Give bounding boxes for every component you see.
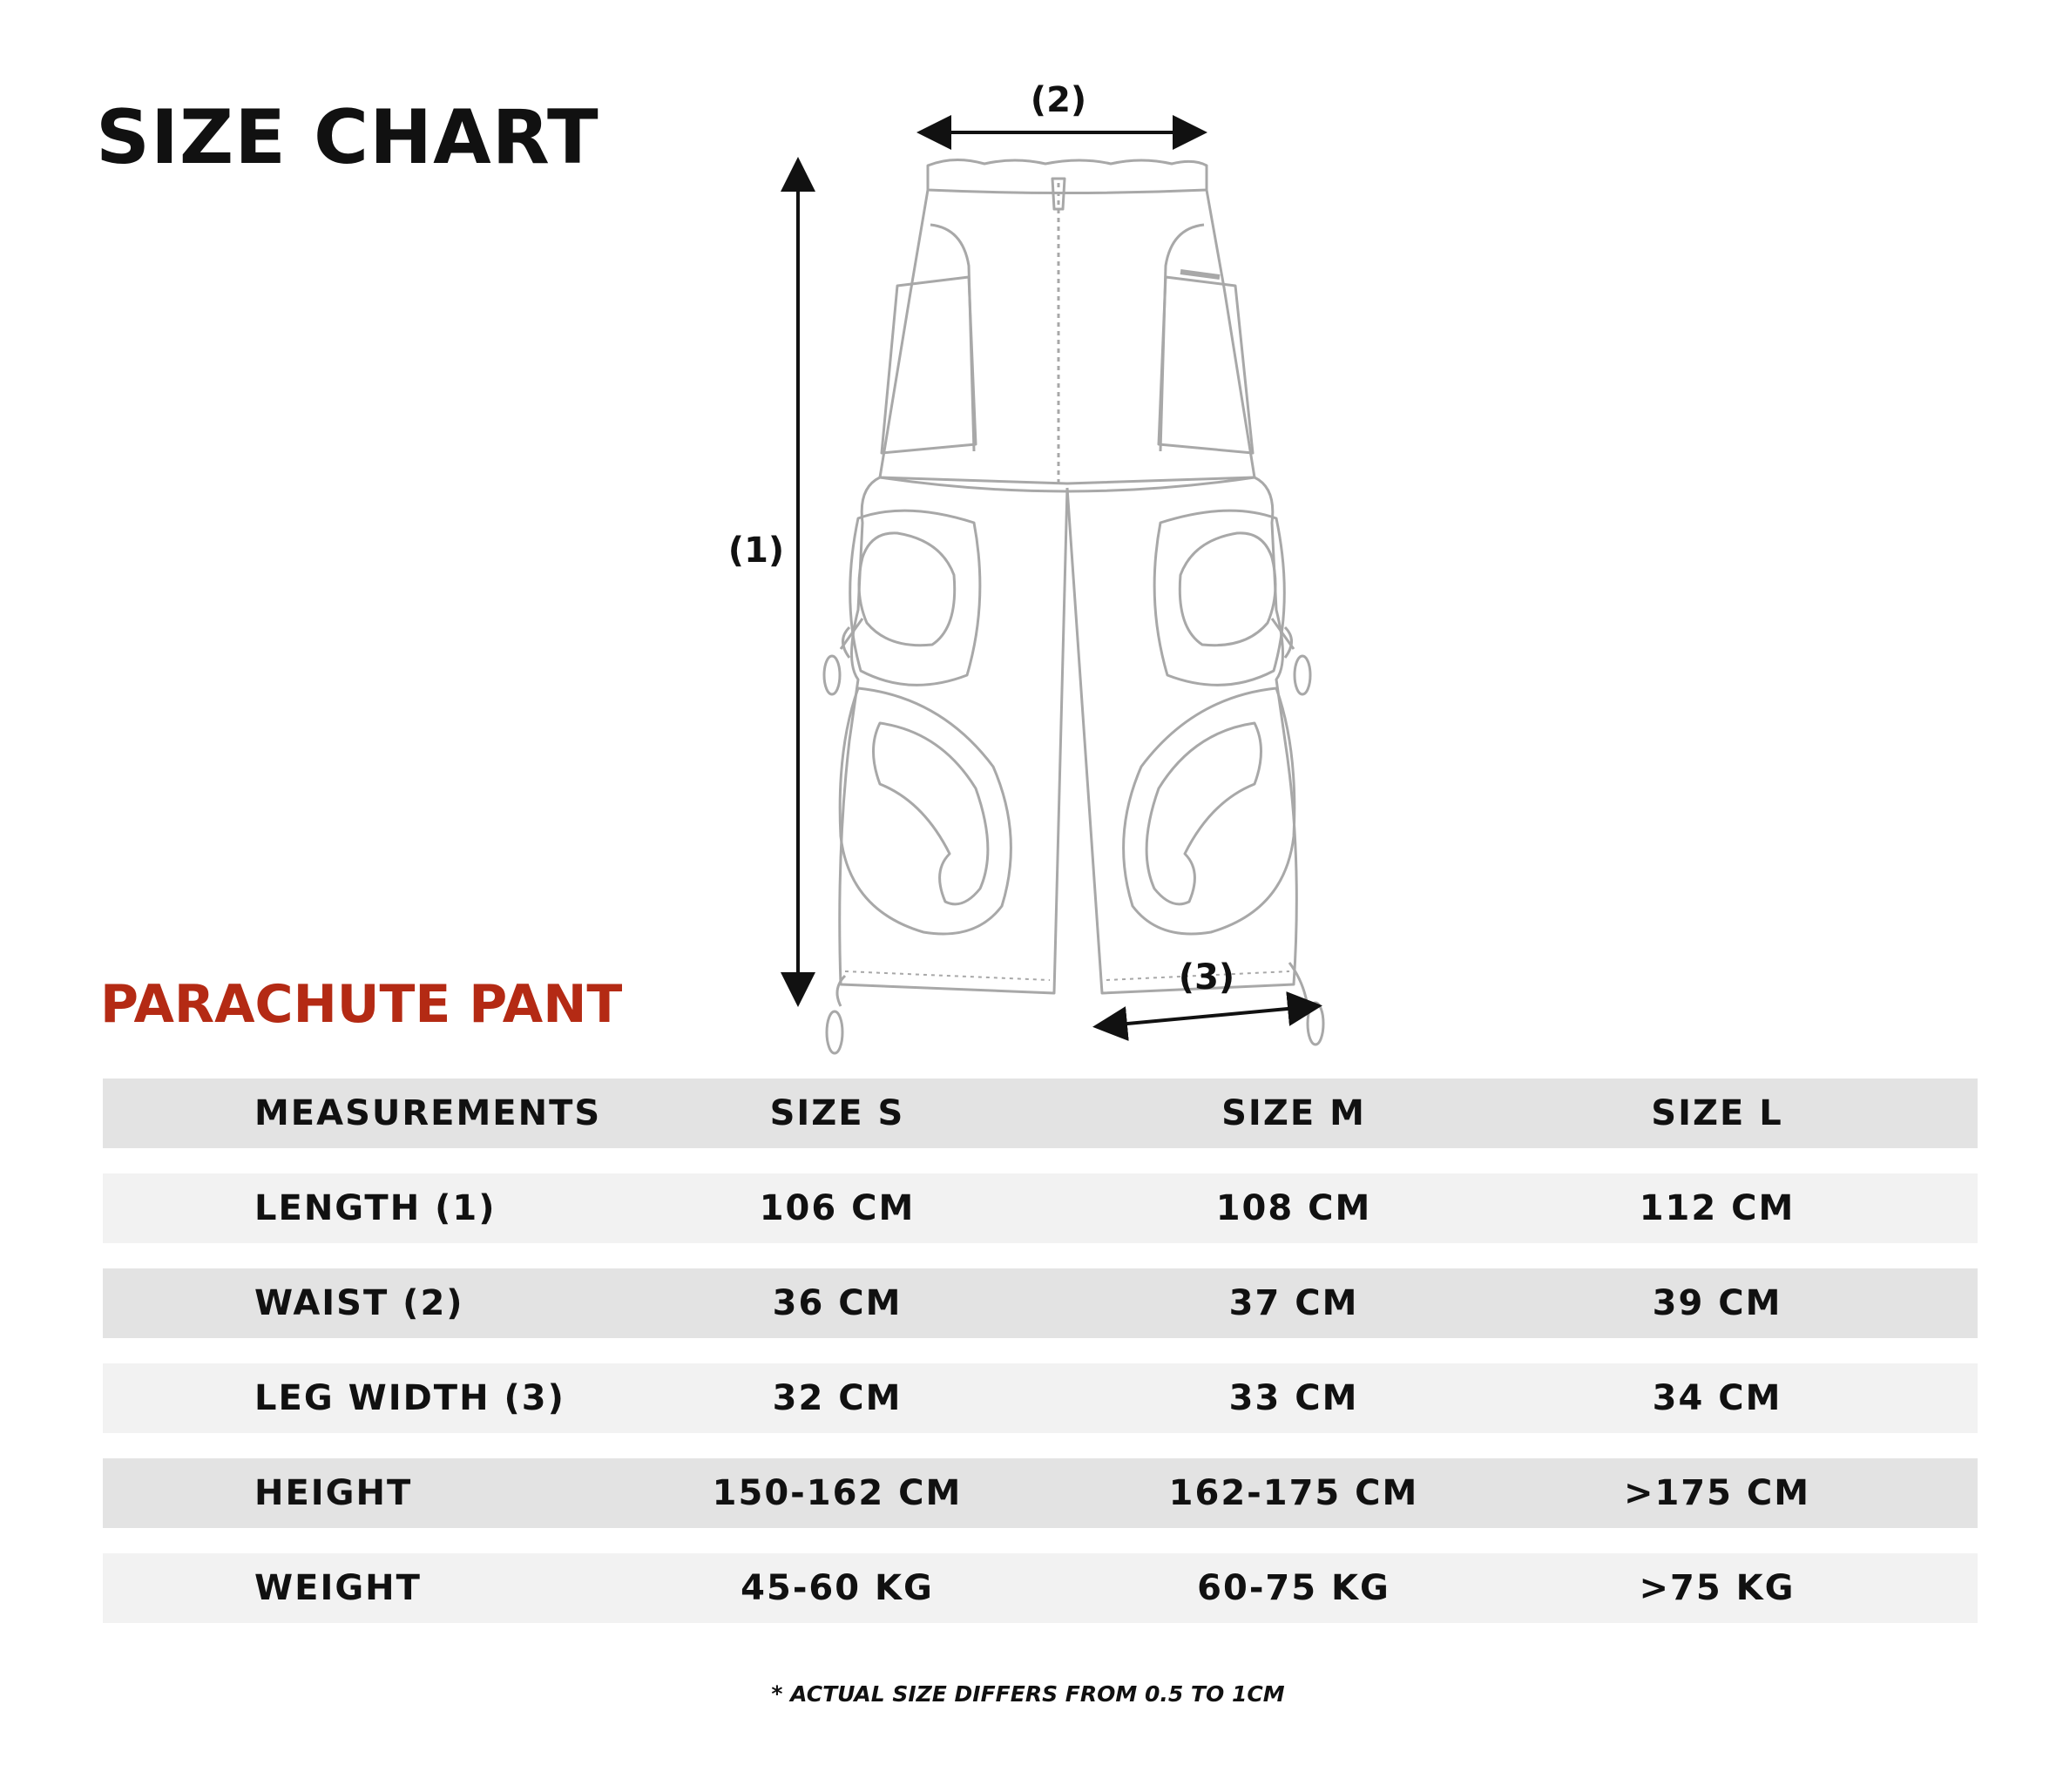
pant-diagram xyxy=(697,70,1411,1080)
column-header-size-s: SIZE S xyxy=(769,1093,905,1133)
pant-illustration xyxy=(824,159,1323,1053)
table-cell: 32 CM xyxy=(772,1378,903,1418)
row-label: WEIGHT xyxy=(254,1568,422,1608)
table-cell: >75 KG xyxy=(1639,1568,1796,1608)
table-row-height xyxy=(103,1458,1978,1528)
table-cell: 34 CM xyxy=(1652,1378,1782,1418)
page-title: SIZE CHART xyxy=(96,94,599,181)
row-label: LEG WIDTH (3) xyxy=(254,1378,565,1418)
table-cell: 162-175 CM xyxy=(1168,1473,1419,1513)
callout-leg-width: (3) xyxy=(1178,957,1235,997)
table-cell: 150-162 CM xyxy=(712,1473,963,1513)
size-table xyxy=(103,1079,1978,1648)
table-cell: 37 CM xyxy=(1228,1283,1359,1323)
row-label: LENGTH (1) xyxy=(254,1188,497,1228)
table-row-weight xyxy=(103,1553,1978,1623)
callout-waist: (2) xyxy=(1030,80,1087,120)
table-cell: 39 CM xyxy=(1652,1283,1782,1323)
column-header-size-m: SIZE M xyxy=(1221,1093,1366,1133)
table-row-waist xyxy=(103,1268,1978,1338)
table-cell: 33 CM xyxy=(1228,1378,1359,1418)
table-cell: 45-60 KG xyxy=(741,1568,934,1608)
product-name: PARACHUTE PANT xyxy=(100,974,623,1035)
row-label: WAIST (2) xyxy=(254,1283,464,1323)
table-header-row xyxy=(103,1079,1978,1148)
table-cell: 60-75 KG xyxy=(1197,1568,1390,1608)
table-cell: 112 CM xyxy=(1639,1188,1796,1228)
callout-length: (1) xyxy=(727,531,785,571)
table-row-length xyxy=(103,1173,1978,1243)
table-cell: 108 CM xyxy=(1215,1188,1372,1228)
table-cell: 36 CM xyxy=(772,1283,903,1323)
size-disclaimer: * ACTUAL SIZE DIFFERS FROM 0.5 TO 1CM xyxy=(771,1681,1285,1707)
leg-width-arrow xyxy=(1099,1006,1315,1026)
row-label: HEIGHT xyxy=(254,1473,413,1513)
table-cell: >175 CM xyxy=(1623,1473,1811,1513)
table-row-leg-width xyxy=(103,1363,1978,1433)
table-cell: 106 CM xyxy=(759,1188,916,1228)
column-header-measurements: MEASUREMENTS xyxy=(254,1093,602,1133)
column-header-size-l: SIZE L xyxy=(1651,1093,1783,1133)
